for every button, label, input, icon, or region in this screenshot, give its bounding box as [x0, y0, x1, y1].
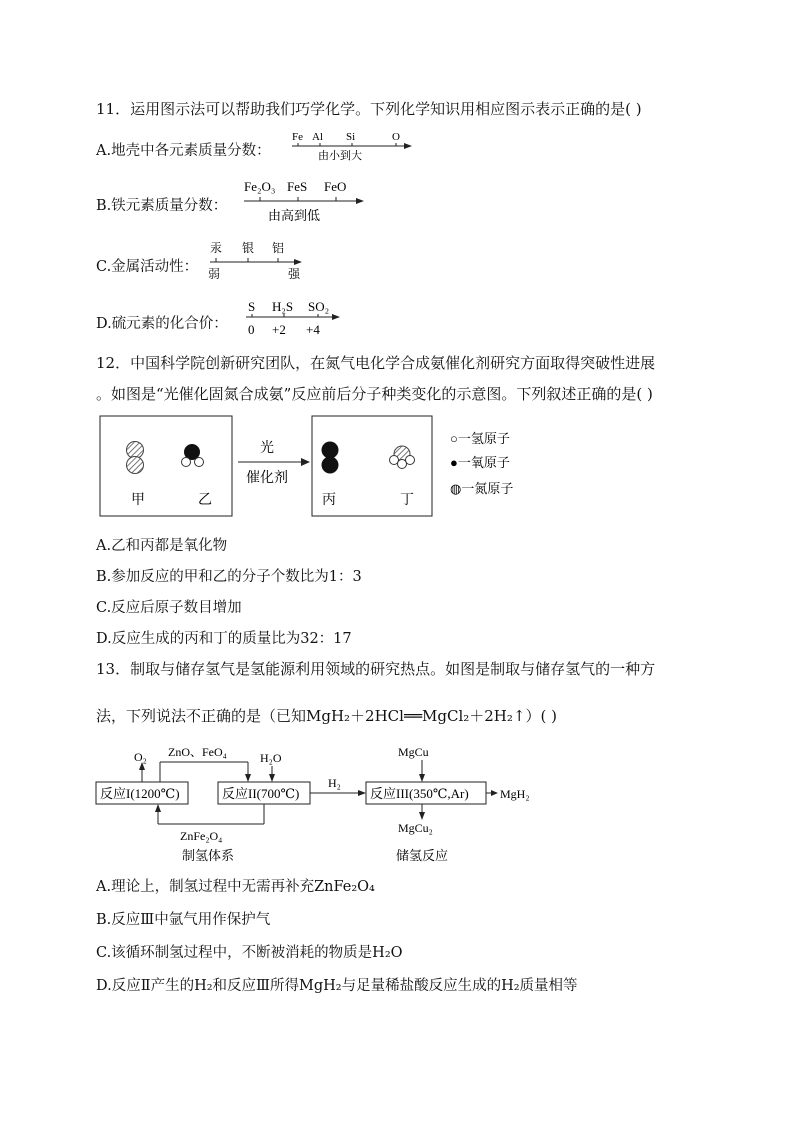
q11-d-val-2: +2: [272, 322, 286, 337]
label-ding: 丁: [400, 493, 414, 508]
legend-hydrogen: ○一氢原子: [450, 431, 510, 446]
q12-stem-line2: 。如图是“光催化固氮合成氨”反应前后分子种类变化的示意图。下列叙述正确的是( ): [96, 385, 653, 403]
q11-b-mark-fe2o3: Fe₂O₃: [244, 179, 276, 194]
legend-oxygen: ●一氧原子: [450, 455, 510, 470]
q11-c-mark-ag: 银: [242, 241, 255, 255]
reactant-box: [100, 416, 232, 516]
q11-c-mark-hg: 汞: [210, 241, 223, 255]
h2-label: H₂: [328, 776, 341, 790]
mgh2-label: MgH₂: [500, 787, 530, 801]
reaction-2-label: 反应II(700℃): [222, 786, 300, 801]
caption-hydrogen-production: 制氢体系: [182, 848, 235, 863]
q11-a-mark-o: O: [392, 131, 400, 143]
arrow-bottom-label: 催化剂: [246, 471, 288, 486]
o2-label: O₂: [134, 750, 147, 764]
q11-stem: 11．运用图示法可以帮助我们巧学化学。下列化学知识用相应图示表示正确的是( ): [96, 100, 642, 118]
label-jia: 甲: [131, 493, 145, 508]
q11-c-mark-al: 铝: [272, 241, 285, 255]
q13-stem-line1: 13．制取与储存氢气是氢能源利用领域的研究热点。如图是制取与储存氢气的一种方: [96, 660, 656, 678]
q11-option-a: A.地壳中各元素质量分数：: [96, 143, 271, 159]
q12-option-a: A.乙和丙都是氧化物: [96, 538, 228, 554]
reaction-1-label: 反应I(1200℃): [100, 786, 180, 801]
q11-b-mark-feo: FeO: [324, 179, 347, 194]
reaction-3-label: 反应III(350℃,Ar): [370, 786, 469, 801]
q12-option-b: B.参加反应的甲和乙的分子个数比为1：3: [96, 569, 362, 585]
q11-d-mark-s: S: [248, 299, 256, 314]
q11-a-number-line: [288, 128, 418, 164]
znfe2o4-label: ZnFe₂O₄: [180, 829, 223, 843]
q11-d-val-0: 0: [248, 322, 255, 337]
q12-diagram: [96, 412, 536, 522]
q11-d-number-line: [240, 296, 350, 340]
caption-hydrogen-storage: 储氢反应: [396, 848, 449, 863]
q11-a-mark-si: Si: [346, 131, 356, 143]
q11-a-mark-fe: Fe: [292, 131, 303, 143]
q12-option-c: C.反应后原子数目增加: [96, 600, 242, 616]
q11-option-d: D.硫元素的化合价：: [96, 316, 228, 332]
q13-option-d: D.反应Ⅱ产生的H₂和反应Ⅲ所得MgH₂与足量稀盐酸反应生成的H₂质量相等: [96, 978, 578, 994]
label-bing: 丙: [322, 493, 336, 508]
q11-c-left: 弱: [208, 267, 221, 281]
q13-option-a: A.理论上，制氢过程中无需再补充ZnFe₂O₄: [96, 879, 375, 895]
q11-a-mark-al: Al: [312, 131, 323, 143]
q11-a-caption: 由小到大: [318, 150, 362, 162]
q13-option-c: C.该循环制氢过程中，不断被消耗的物质是H₂O: [96, 945, 403, 961]
q11-c-number-line: [204, 238, 314, 286]
mgcu2-label: MgCu₂: [398, 821, 433, 835]
q11-b-number-line: [240, 177, 370, 225]
label-yi: 乙: [198, 493, 212, 508]
q11-option-c: C.金属活动性：: [96, 259, 199, 275]
q11-d-mark-h2s: H₂S: [272, 299, 294, 314]
q12-option-d: D.反应生成的丙和丁的质量比为32：17: [96, 631, 352, 647]
q12-stem-line1: 12．中国科学院创新研究团队，在氮气电化学合成氨催化剂研究方面取得突破性进展: [96, 354, 656, 372]
arrow-top-label: 光: [260, 441, 274, 456]
legend-nitrogen: ◍一氮原子: [450, 481, 514, 496]
q13-stem-line2: 法，下列说法不正确的是（已知MgH₂＋2HCl══MgCl₂＋2H₂↑）( ): [96, 707, 557, 725]
q11-b-mark-fes: FeS: [287, 179, 308, 194]
q11-option-b: B.铁元素质量分数：: [96, 198, 228, 214]
q13-option-b: B.反应Ⅲ中氩气用作保护气: [96, 912, 271, 928]
q11-b-caption: 由高到低: [268, 208, 321, 223]
h2o-label: H₂O: [260, 751, 282, 765]
zno-feo4-label: ZnO、FeO₄: [168, 745, 227, 759]
q13-flow-diagram: [92, 740, 562, 868]
mgcu-label: MgCu: [398, 745, 429, 759]
q11-d-val-4: +4: [306, 322, 320, 337]
q11-d-mark-so2: SO₂: [308, 299, 330, 314]
q11-c-right: 强: [288, 267, 301, 281]
